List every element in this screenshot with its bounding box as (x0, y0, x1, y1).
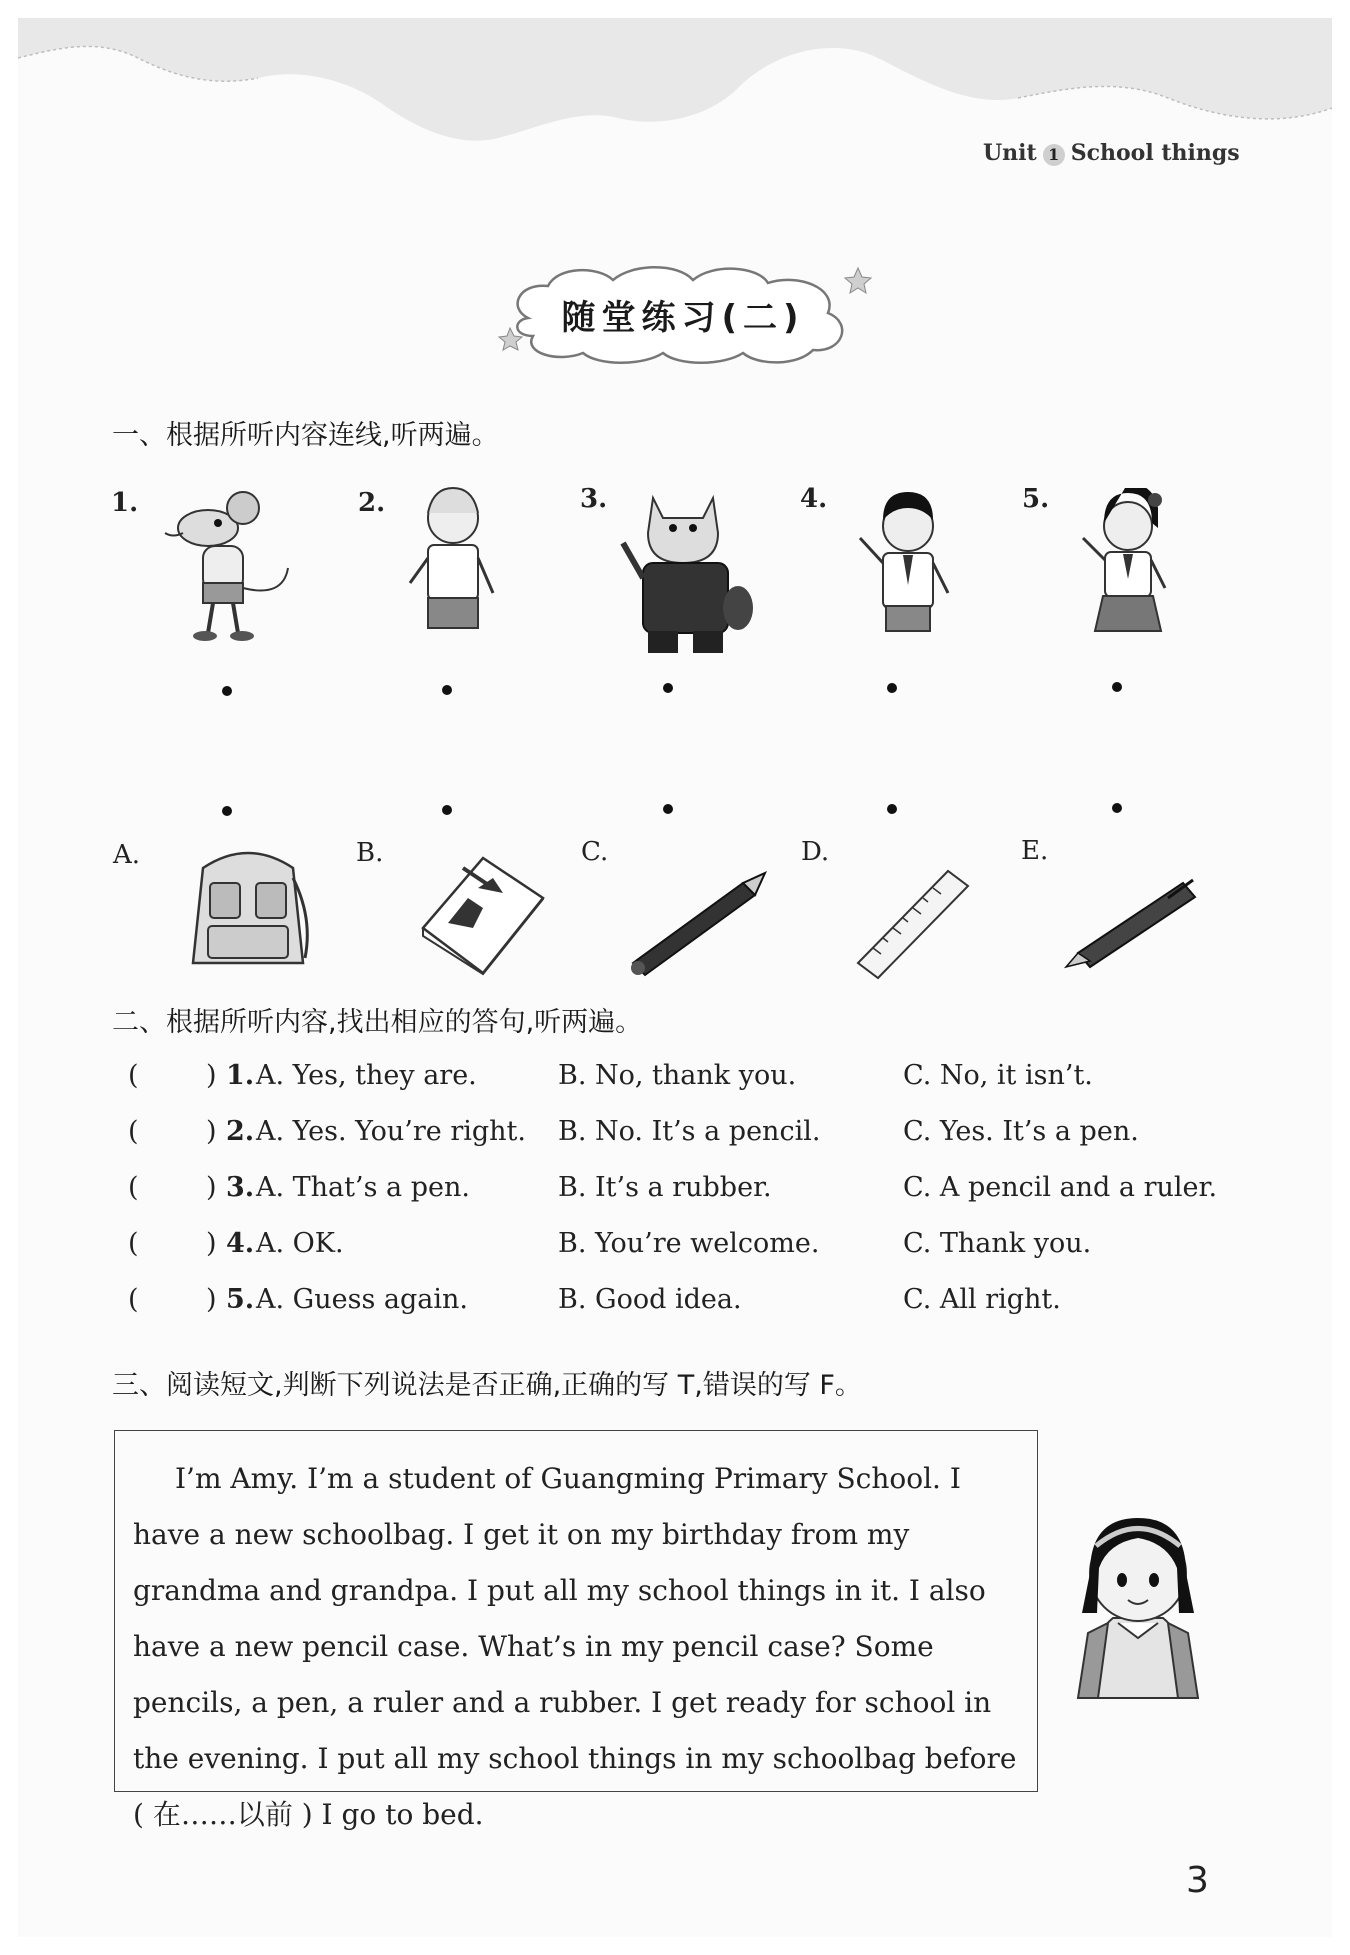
page-number: 3 (1186, 1860, 1209, 1901)
exercise-title: 随堂练习(二) (561, 298, 805, 338)
option-b: B. No. It’s a pencil. (558, 1116, 821, 1147)
option-c: C. No, it isn’t. (903, 1060, 1093, 1091)
question-number: 2. (226, 1116, 255, 1147)
match-dot-person-5[interactable] (1112, 682, 1122, 692)
answer-paren-open[interactable]: ( (128, 1116, 139, 1147)
option-b: B. It’s a rubber. (558, 1172, 772, 1203)
unit-label (983, 140, 1240, 166)
section3-heading: 三、阅读短文,判断下列说法是否正确,正确的写 T,错误的写 F。 (112, 1370, 862, 1401)
answer-paren-open[interactable]: ( (128, 1172, 139, 1203)
person-number-2: 2. (358, 488, 386, 518)
answer-paren-close[interactable]: ) (206, 1172, 217, 1203)
unit-word: Unit (983, 140, 1037, 166)
person-number-4: 4. (800, 484, 828, 514)
girl-waving-icon (1073, 488, 1183, 658)
match-dot-object-b[interactable] (442, 805, 452, 815)
book-icon (408, 848, 548, 978)
person-number-3: 3. (580, 484, 608, 514)
curly-hair-boy-icon (398, 483, 508, 653)
option-b: B. You’re welcome. (558, 1228, 820, 1259)
match-dot-object-a[interactable] (222, 806, 232, 816)
ruler-icon (848, 863, 978, 983)
unit-title: School things (1070, 140, 1240, 166)
reading-passage (133, 1451, 1023, 1843)
match-dot-person-3[interactable] (663, 683, 673, 693)
option-b: B. Good idea. (558, 1284, 742, 1315)
reading-passage-box (114, 1430, 1038, 1831)
answer-paren-open[interactable]: ( (128, 1060, 139, 1091)
option-b: B. No, thank you. (558, 1060, 797, 1091)
workbook-page (18, 18, 1332, 1937)
object-letter-d: D. (801, 837, 830, 867)
mouse-character-icon (158, 488, 298, 648)
object-letter-c: C. (581, 837, 609, 867)
option-c: C. Yes. It’s a pen. (903, 1116, 1139, 1147)
option-c: C. All right. (903, 1284, 1061, 1315)
object-letter-b: B. (356, 838, 384, 868)
answer-paren-close[interactable]: ) (206, 1060, 217, 1091)
match-dot-object-e[interactable] (1112, 803, 1122, 813)
option-c: C. A pencil and a ruler. (903, 1172, 1218, 1203)
option-a: A. OK. (256, 1228, 344, 1259)
boy-waving-icon (848, 488, 968, 658)
match-dot-person-4[interactable] (887, 683, 897, 693)
question-number: 3. (226, 1172, 255, 1203)
question-number: 5. (226, 1284, 255, 1315)
option-a: A. Guess again. (256, 1284, 468, 1315)
match-dot-object-d[interactable] (887, 804, 897, 814)
answer-paren-close[interactable]: ) (206, 1116, 217, 1147)
answer-paren-close[interactable]: ) (206, 1228, 217, 1259)
match-dot-person-2[interactable] (442, 685, 452, 695)
question-number: 4. (226, 1228, 255, 1259)
unit-number: 1 (1043, 144, 1065, 166)
pencil-icon (623, 868, 773, 978)
question-number: 1. (226, 1060, 255, 1091)
answer-paren-close[interactable]: ) (206, 1284, 217, 1315)
option-c: C. Thank you. (903, 1228, 1092, 1259)
answer-paren-open[interactable]: ( (128, 1228, 139, 1259)
person-number-5: 5. (1022, 484, 1050, 514)
pen-icon (1058, 868, 1208, 978)
girl-with-schoolbag-icon (1058, 1498, 1218, 1708)
option-a: A. Yes, they are. (256, 1060, 477, 1091)
person-number-1: 1. (111, 488, 139, 518)
match-dot-person-1[interactable] (222, 686, 232, 696)
section1-heading: 一、根据所听内容连线,听两遍。 (112, 420, 499, 451)
answer-paren-open[interactable]: ( (128, 1284, 139, 1315)
object-letter-a: A. (113, 840, 141, 870)
object-letter-e: E. (1021, 836, 1049, 866)
option-a: A. That’s a pen. (256, 1172, 470, 1203)
passage-text: I’m Amy. I’m a student of Guangming Primary School. I have a new schoolbag. I get it on my birthday from my grandma and grandpa. I put all my school things in it. I also have a new pencil case. What’s in my pencil case? Some pencils, a pen, a ruler and a rubber. I get ready for school in the evening. I put all my school things in my schoolbag before ( 在……以前 ) I go to bed. (133, 1462, 1017, 1831)
section2-heading: 二、根据所听内容,找出相应的答句,听两遍。 (112, 1007, 643, 1038)
cat-character-icon (618, 483, 768, 663)
schoolbag-icon (178, 838, 318, 973)
match-dot-object-c[interactable] (663, 804, 673, 814)
option-a: A. Yes. You’re right. (256, 1116, 526, 1147)
header-cloud-decoration (18, 18, 1332, 218)
